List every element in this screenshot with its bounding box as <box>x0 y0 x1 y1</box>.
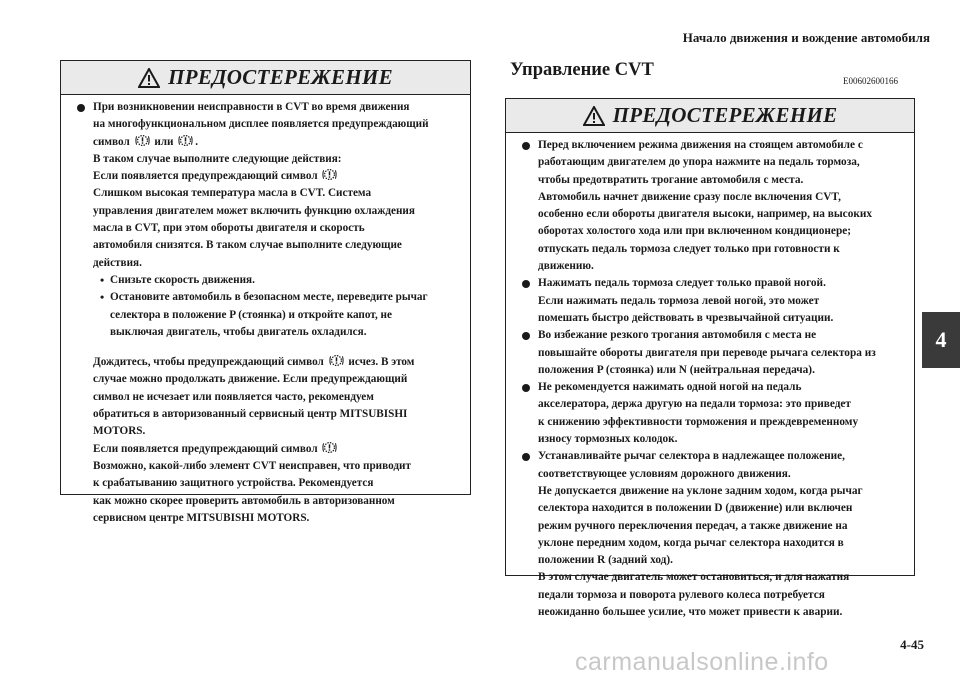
warning-item <box>69 99 462 527</box>
warning-box-cvt-operation <box>505 98 915 619</box>
text-line: Не рекомендуется нажимать одной ногой на педаль <box>538 381 802 394</box>
text-line: Устанавливайте рычаг селектора в надлежащее положение, <box>538 450 845 463</box>
section-title: Управление CVT <box>510 60 654 80</box>
text-line: уклоне передним ходом, когда рычаг селектора находится в <box>538 536 844 549</box>
text-line <box>93 354 462 371</box>
text-line: В этом случае двигатель может остановиться, и для нажатия <box>538 571 850 584</box>
text-fragment: символ <box>93 135 130 148</box>
text-line: • Остановите автомобиль в безопасном месте, переведите рычаг <box>110 291 428 304</box>
warning-triangle-icon <box>583 106 605 126</box>
page-number: 4-45 <box>900 637 924 652</box>
text-line <box>93 168 462 185</box>
text-line: обратиться в авторизованный сервисный центр MITSUBISHI <box>93 408 408 421</box>
text-line: положении R (задний ход). <box>538 554 673 567</box>
text-line: отпускать педаль тормоза следует только при готовности к <box>538 242 840 255</box>
text-fragment: . <box>195 135 199 148</box>
text-line: Нажимать педаль тормоза следует только правой ногой. <box>538 277 826 290</box>
chapter-tab <box>922 312 960 368</box>
text-line: случае можно продолжать движение. Если предупреждающий <box>93 373 408 386</box>
text-line: автомобиля снизятся. В таком случае выполните следующие <box>93 239 402 252</box>
text-line: неожиданно большее усилие, что может привести к аварии. <box>538 606 843 619</box>
warning-triangle-icon <box>138 68 160 88</box>
text-line: Во избежание резкого трогания автомобиля с места не <box>538 329 817 342</box>
section-code: E00602600166 <box>843 76 898 86</box>
text-line: • Снизьте скорость движения. <box>110 273 255 286</box>
warning-item <box>514 448 906 621</box>
chapter-number: 4 <box>935 327 947 352</box>
warning-item <box>514 327 906 379</box>
text-line: символ не исчезает или появляется часто, рекомендуем <box>93 390 374 403</box>
warning-body <box>506 133 914 621</box>
text-line: износу тормозных колодок. <box>538 433 678 446</box>
text-line: работающим двигателем до упора нажмите на педаль тормоза, <box>538 156 860 169</box>
text-line: селектора находится в положении D (движение) или включен <box>538 502 853 515</box>
text-line: педали тормоза и поворота рулевого колеса потребуется <box>538 588 825 601</box>
warning-item <box>514 275 906 327</box>
warning-title: ПРЕДОСТЕРЕЖЕНИЕ <box>168 65 393 89</box>
warning-header <box>506 99 914 133</box>
sub-item <box>93 272 462 289</box>
text-fragment: исчез. В этом <box>348 356 415 369</box>
text-line: к снижению эффективности торможения и преждевременному <box>538 415 859 428</box>
cvt-warning-icon <box>178 134 193 147</box>
text-line: выключая двигатель, чтобы двигатель охладился. <box>110 325 367 338</box>
text-line: особенно если обороты двигателя высоки, например, на высоких <box>538 208 873 221</box>
warning-item <box>514 137 906 275</box>
text-line: на многофункциональном дисплее появляется предупреждающий <box>93 118 429 131</box>
text-line: режим ручного переключения передач, а также движение на <box>538 519 848 532</box>
text-line: Перед включением режима движения на стоящем автомобиле с <box>538 139 863 151</box>
text-line: оборотах холостого хода или при включенном кондиционере; <box>538 225 852 238</box>
watermark: carmanualsonline.info <box>575 648 829 676</box>
warning-header <box>61 61 470 95</box>
cvt-malfunction-icon <box>322 441 337 454</box>
running-header: Начало движения и вождение автомобиля <box>682 30 930 45</box>
text-line <box>93 441 462 458</box>
text-line: соответствующее условиям дорожного движения. <box>538 467 791 480</box>
warning-box-cvt-malfunction <box>60 60 471 524</box>
text-line: Если нажимать педаль тормоза левой ногой, это может <box>538 294 820 307</box>
text-line: Возможно, какой-либо элемент CVT неисправен, что приводит <box>93 459 411 472</box>
text-line: селектора в положение P (стоянка) и откройте капот, не <box>110 308 392 321</box>
text-line: В таком случае выполните следующие действия: <box>93 152 342 165</box>
text-line: чтобы предотвратить трогание автомобиля с места. <box>538 173 804 186</box>
text-line: положения P (стоянка) или N (нейтральная передача). <box>538 363 815 376</box>
text-fragment: Дождитесь, чтобы предупреждающий символ <box>93 356 324 369</box>
text-line <box>93 134 462 151</box>
text-fragment: Если появляется предупреждающий символ <box>93 170 318 183</box>
text-fragment: Если появляется предупреждающий символ <box>93 442 318 455</box>
text-line: акселератора, держа другую на педали тормоза: это приведет <box>538 398 851 411</box>
cvt-warning-icon <box>135 134 150 147</box>
text-line: действия. <box>93 256 142 269</box>
text-line: Слишком высокая температура масла в CVT. Система <box>93 187 372 200</box>
text-line: При возникновении неисправности в CVT во время движения <box>93 101 410 113</box>
text-line: MOTORS. <box>93 425 146 438</box>
cvt-overheat-icon <box>322 168 337 181</box>
text-line: управления двигателем может включить функцию охлаждения <box>93 204 415 217</box>
text-line: Не допускается движение на уклоне задним ходом, когда рычаг <box>538 484 863 497</box>
text-fragment: или <box>154 135 174 148</box>
warning-title: ПРЕДОСТЕРЕЖЕНИЕ <box>612 103 838 127</box>
text-line: движению. <box>538 260 594 273</box>
sub-item <box>93 289 462 341</box>
text-line: помешать быстро действовать в чрезвычайной ситуации. <box>538 311 834 324</box>
text-line: Автомобиль начнет движение сразу после включения CVT, <box>538 190 841 203</box>
warning-body <box>61 95 470 527</box>
text-line: повышайте обороты двигателя при переводе рычага селектора из <box>538 346 876 359</box>
text-line: масла в CVT, при этом обороты двигателя и скорость <box>93 222 365 235</box>
warning-item <box>514 379 906 448</box>
text-line: сервисном центре MITSUBISHI MOTORS. <box>93 511 310 524</box>
cvt-overheat-icon <box>329 354 344 367</box>
text-line: как можно скорее проверить автомобиль в авторизованном <box>93 494 395 507</box>
text-line: к срабатыванию защитного устройства. Рекомендуется <box>93 477 374 490</box>
